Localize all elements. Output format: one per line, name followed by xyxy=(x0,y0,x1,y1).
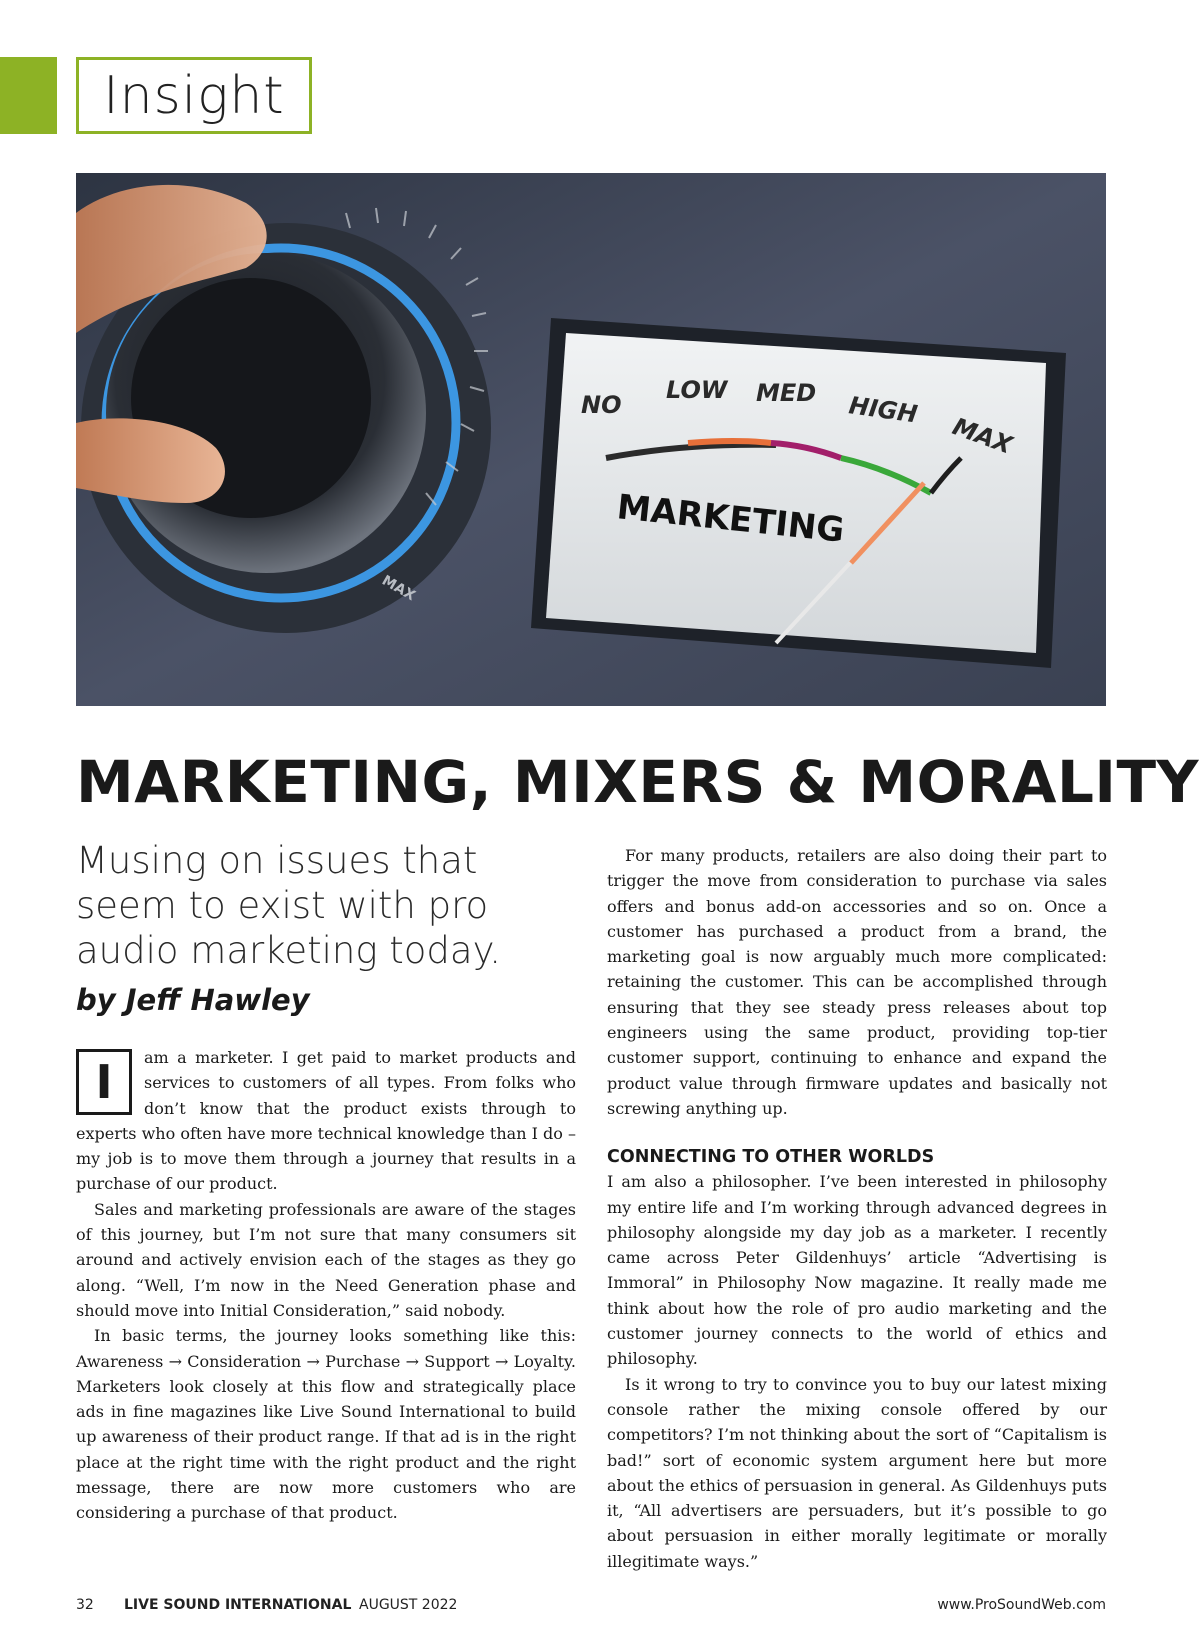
website-link[interactable]: www.ProSoundWeb.com xyxy=(937,1597,1106,1613)
left-column xyxy=(76,838,576,1526)
meter-scale-max: MAX xyxy=(948,412,1016,460)
section-subhead: CONNECTING TO OTHER WORLDS xyxy=(607,1147,935,1168)
article-headline: MARKETING, MIXERS & MORALITY xyxy=(76,748,1200,816)
right-column xyxy=(607,843,1107,1574)
body-paragraph: I am also a philosopher. I’ve been interested in philosophy my entire life and I’m working through advanced degrees in philosophy alongside my day job as a marketer. I recently came across Peter Gildenhuys’ article “Advertising is Immoral” in Philosophy Now magazine. It really made me think about how the role of pro audio marketing and the customer journey connects to the world of ethics and philosophy. xyxy=(607,1172,1107,1369)
section-label-box xyxy=(76,57,312,134)
body-paragraph: For many products, retailers are also doing their part to trigger the move from consideration to purchase via sales offers and bonus add-on accessories and so on. Once a customer has purchased a product from a brand, the marketing goal is now arguably much more complicated: retaining the customer. This can be accomplished through ensuring that they see steady press releases about top engineers using the same product, providing top-tier customer support, continuing to enhance and expand the product value through firmware updates and basically not screwing anything up. xyxy=(607,846,1107,1118)
issue-date: AUGUST 2022 xyxy=(359,1597,458,1613)
meter-scale-high: HIGH xyxy=(847,391,920,429)
section-accent-bar xyxy=(0,57,57,134)
meter-label: MARKETING xyxy=(615,487,847,551)
body-paragraph: Is it wrong to try to convince you to buy our latest mixing console rather the mixing console offered by our competitors? I’m not thinking about the sort of “Capitalism is bad!” sort of economic system argument here but more about the ethics of persuasion in general. As Gildenhuys puts it, “All advertisers are persuaders, but it’s possible to go about persuasion in either morally legitimate or morally illegitimate ways.” xyxy=(607,1374,1107,1571)
dropcap: I xyxy=(76,1049,132,1115)
article-byline: by Jeff Hawley xyxy=(76,983,310,1017)
meter-scale-no: NO xyxy=(581,391,622,419)
body-paragraph-text: am a marketer. I get paid to market products and services to customers of all types. From folks who don’t know that the product exists through to experts who often have more technical knowledge than I do – my job is to move them through a journey that results in a purchase of our product. xyxy=(76,1048,576,1194)
meter-scale-low: LOW xyxy=(666,376,728,404)
section-label: Insight xyxy=(103,65,285,126)
body-paragraph: Sales and marketing professionals are aware of the stages of this journey, but I’m not sure that many consumers sit around and actively envision each of the stages as they go along. “Well, I’m now in the Need Generation phase and should move into Initial Consideration,” said nobody. xyxy=(76,1199,576,1320)
hero-image xyxy=(76,173,1106,706)
marketing-meter-illustration xyxy=(76,173,1106,706)
left-body xyxy=(76,1045,576,1526)
knob-max-label: MAX xyxy=(379,572,418,605)
magazine-name: LIVE SOUND INTERNATIONAL xyxy=(124,1597,352,1613)
body-paragraph xyxy=(76,1045,576,1197)
body-paragraph: In basic terms, the journey looks something like this: Awareness → Consideration → Purchase → Support → Loyalty. Marketers look closely at this flow and strategically place ads in fine magazines like Live Sound International to build up awareness of their product range. If that ad is in the right place at the right time with the right product and the right message, there are now more customers who are considering a purchase of that product. xyxy=(76,1326,576,1523)
page-number: 32 xyxy=(76,1597,94,1613)
article-deck: Musing on issues that seem to exist with pro audio marketing today. xyxy=(76,839,501,972)
meter-scale-med: MED xyxy=(756,379,817,407)
